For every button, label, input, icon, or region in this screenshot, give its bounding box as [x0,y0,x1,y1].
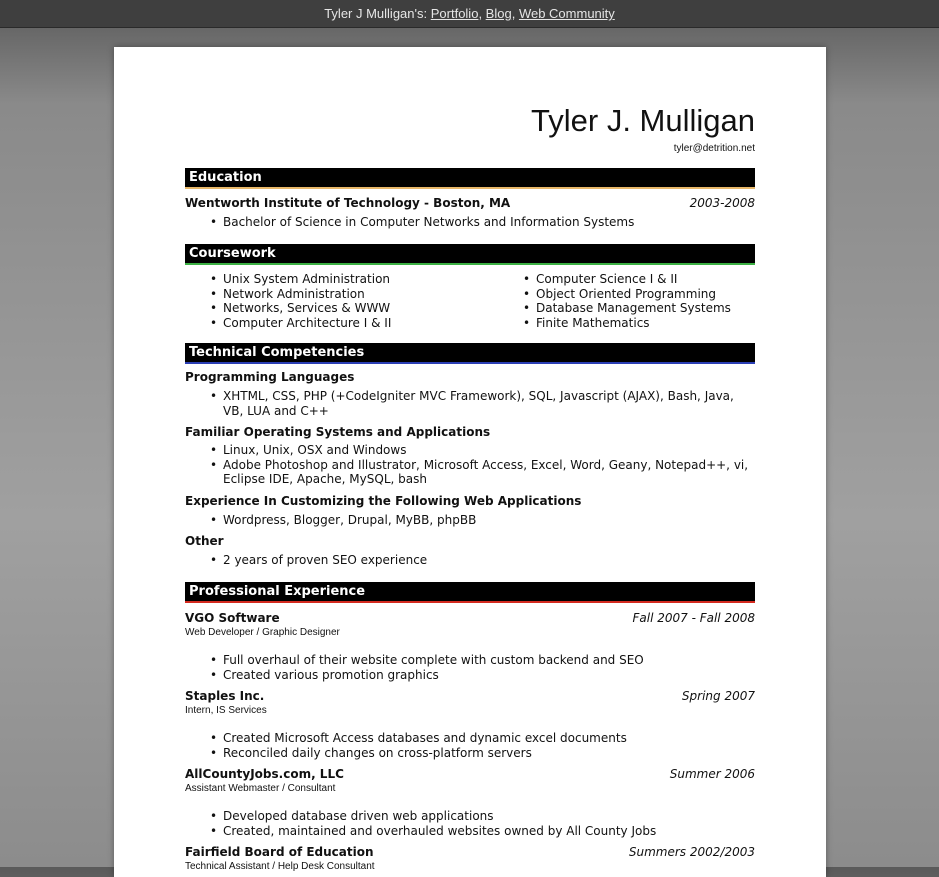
blog-link[interactable]: Blog [485,6,512,21]
job-list [185,653,755,682]
section-header-coursework: Coursework [185,244,755,264]
job-company: AllCountyJobs.com, LLC [185,767,344,781]
resume-page [114,47,826,877]
section-header-technical: Technical Competencies [185,343,755,363]
technical-group-list [185,443,755,487]
education-list [185,215,634,230]
list-item: • Linux, Unix, OSX and Windows [185,443,755,458]
top-navigation-bar: Tyler J Mulligan's: Portfolio, Blog, Web Community [0,0,939,28]
list-item: • Networks, Services & WWW [185,301,485,316]
job-role: Technical Assistant / Help Desk Consultant [185,861,375,872]
section-header-education: Education [185,168,755,188]
list-item: • XHTML, CSS, PHP (+CodeIgniter MVC Framework), SQL, Javascript (AJAX), Bash, Java, VB, LUA and C++ [185,389,755,418]
job-list [185,809,755,838]
education-rule [185,187,755,189]
list-item: • Bachelor of Science in Computer Networks and Information Systems [185,215,634,230]
job-dates: Spring 2007 [681,689,755,703]
job-dates: Summer 2006 [669,767,755,781]
education-school: Wentworth Institute of Technology - Boston, MA [185,196,511,210]
list-item: • Created various promotion graphics [185,668,755,683]
job-company: VGO Software [185,611,280,625]
technical-group-heading: Familiar Operating Systems and Applications [185,425,491,439]
list-item: • Developed database driven web applications [185,809,755,824]
technical-rule [185,362,755,364]
list-item: • Adobe Photoshop and Illustrator, Microsoft Access, Excel, Word, Geany, Notepad++, vi, Eclipse IDE, Apache, MySQL, bash [185,458,755,487]
list-item: • Wordpress, Blogger, Drupal, MyBB, phpBB [185,513,755,528]
resume-name: Tyler J. Mulligan [531,103,755,138]
job-company: Staples Inc. [185,689,265,703]
list-item: • Reconciled daily changes on cross-platform servers [185,746,755,761]
list-item: • Database Management Systems [498,301,755,316]
web-community-link[interactable]: Web Community [518,6,615,21]
technical-group-list [185,553,755,568]
resume-email: tyler@detrition.net [673,143,755,154]
job-list [185,731,755,760]
job-company: Fairfield Board of Education [185,845,374,859]
list-item: • Network Administration [185,287,485,302]
job-role: Assistant Webmaster / Consultant [185,783,336,794]
job-dates: Summers 2002/2003 [628,845,755,859]
job-dates: Fall 2007 - Fall 2008 [632,611,755,625]
list-item: • Object Oriented Programming [498,287,755,302]
coursework-left-list [185,272,485,330]
section-header-professional: Professional Experience [185,582,755,602]
list-item: • 2 years of proven SEO experience [185,553,755,568]
list-item: • Full overhaul of their website complete with custom backend and SEO [185,653,755,668]
list-item: • Unix System Administration [185,272,485,287]
technical-group-heading: Other [185,534,224,548]
topbar-prefix: Tyler J Mulligan's: [324,6,428,21]
list-item: • Created Microsoft Access databases and dynamic excel documents [185,731,755,746]
portfolio-link[interactable]: Portfolio [430,6,479,21]
technical-group-heading: Programming Languages [185,370,355,384]
job-role: Intern, IS Services [185,705,267,716]
list-item: • Computer Science I & II [498,272,755,287]
coursework-rule [185,263,755,265]
professional-rule [185,601,755,603]
technical-group-list [185,389,755,418]
list-item: • Computer Architecture I & II [185,316,485,331]
coursework-right-list [498,272,755,330]
education-dates: 2003-2008 [689,196,755,210]
technical-group-list [185,513,755,528]
technical-group-heading: Experience In Customizing the Following Web Applications [185,494,582,508]
list-item: • Created, maintained and overhauled websites owned by All County Jobs [185,824,755,839]
job-role: Web Developer / Graphic Designer [185,627,340,638]
list-item: • Finite Mathematics [498,316,755,331]
